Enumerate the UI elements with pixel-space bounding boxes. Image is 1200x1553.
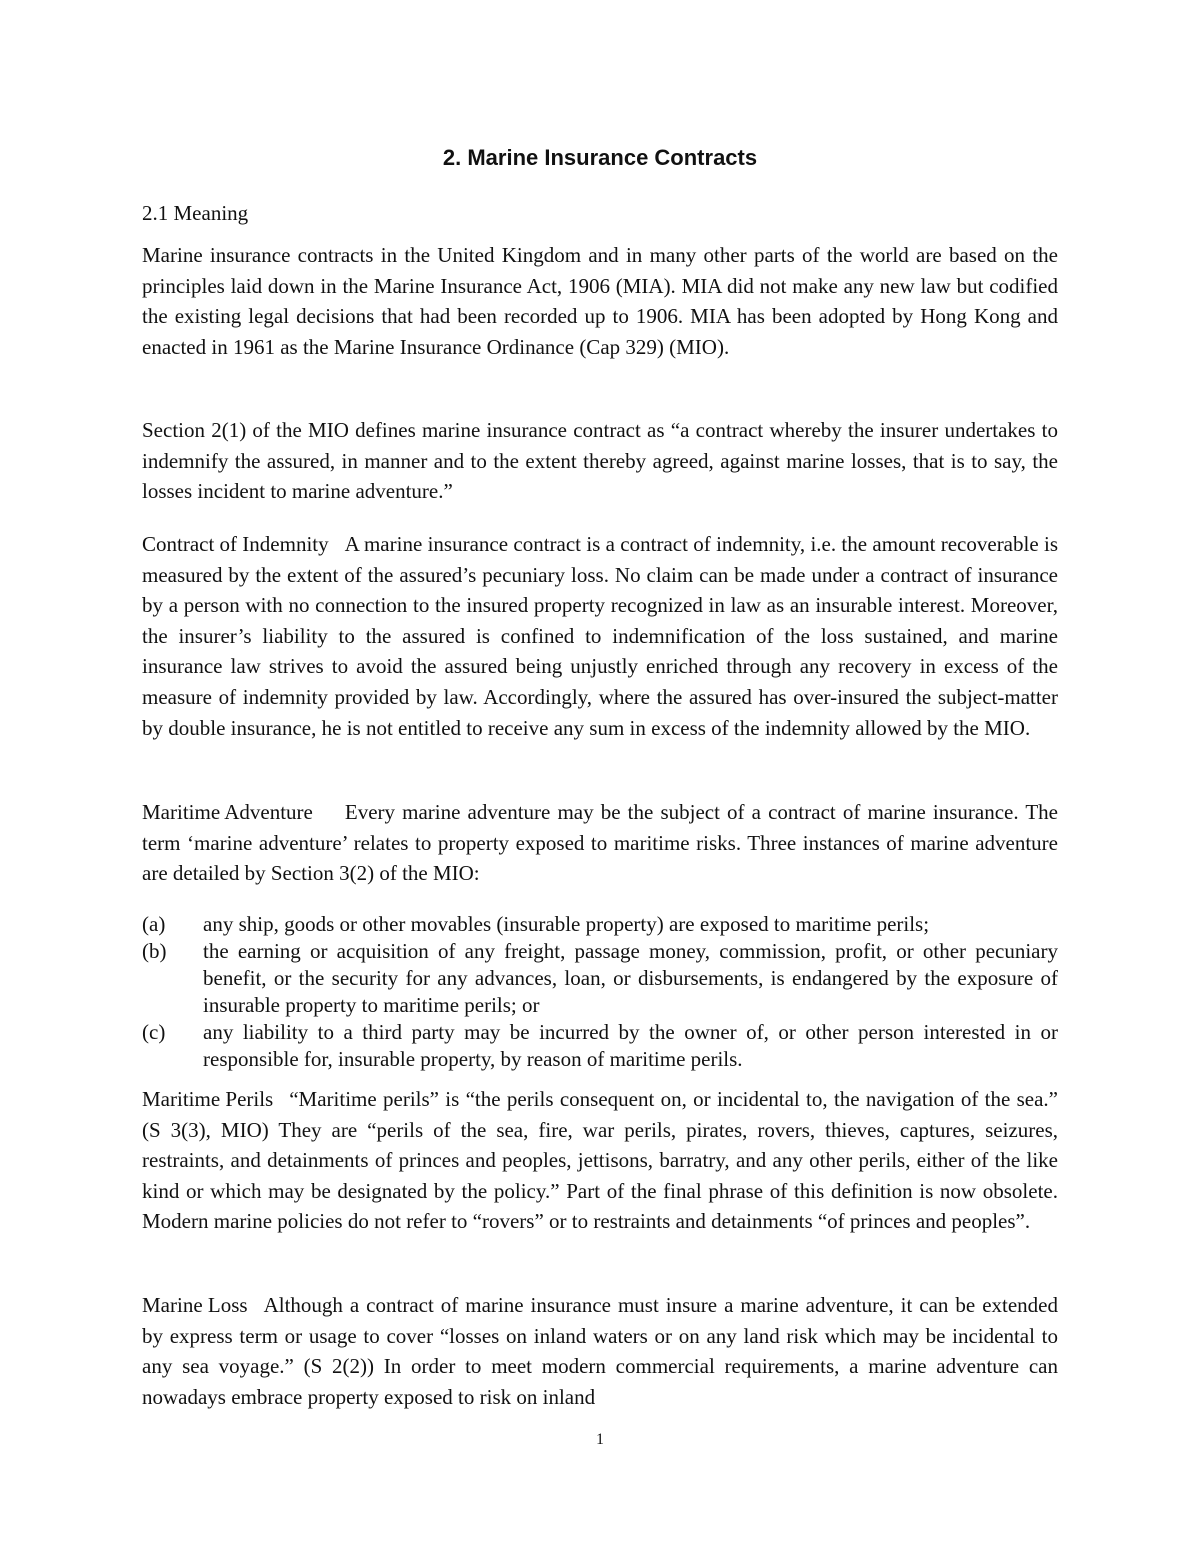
run-in-heading: Contract of Indemnity xyxy=(142,532,329,556)
list-item xyxy=(142,938,1058,1019)
marine-adventure-list xyxy=(142,911,1058,1073)
paragraph-maritime-perils xyxy=(142,1084,1058,1237)
paragraph-marine-loss xyxy=(142,1290,1058,1412)
list-marker: (a) xyxy=(142,912,166,936)
paragraph-definition: Section 2(1) of the MIO defines marine insurance contract as “a contract whereby the insurer undertakes to indemnify the assured, in manner and to the extent thereby agreed, against marine losses, that is to say, the losses incident to marine adventure.” xyxy=(142,418,1058,504)
list-marker: (b) xyxy=(142,939,167,963)
list-item-text: any ship, goods or other movables (insurable property) are exposed to maritime perils; xyxy=(203,912,930,936)
list-item-text: any liability to a third party may be incurred by the owner of, or other person interested in or responsible for, insurable property, by reason of maritime perils. xyxy=(203,1020,1058,1071)
page-title: 2. Marine Insurance Contracts xyxy=(442,145,758,170)
page-number: 1 xyxy=(596,1431,604,1448)
list-item xyxy=(142,1019,1058,1073)
list-item-text: the earning or acquisition of any freight, passage money, commission, profit, or other pecuniary benefit, or the security for any advances, loan, or disbursements, is endangered by the exposure of insurable property to maritime perils; or xyxy=(203,939,1058,1017)
list-item xyxy=(142,911,1058,938)
run-in-heading: Marine Loss xyxy=(142,1293,248,1317)
paragraph-meaning: Marine insurance contracts in the United Kingdom and in many other parts of the world are based on the principles laid down in the Marine Insurance Act, 1906 (MIA). MIA did not make any new law but codified the existing legal decisions that had been recorded up to 1906. MIA has been adopted by Hong Kong and enacted in 1961 as the Marine Insurance Ordinance (Cap 329) (MIO). xyxy=(142,243,1058,359)
run-in-heading: Maritime Adventure xyxy=(142,800,313,824)
paragraph-maritime-adventure xyxy=(142,797,1058,889)
paragraph-text: Every marine adventure may be the subject of a contract of marine insurance. The term ‘marine adventure’ relates to property exposed to maritime risks. Three instances of marine adventure are detailed by Section 3(2) of the MIO: xyxy=(142,800,1058,886)
list-marker: (c) xyxy=(142,1020,166,1044)
paragraph-text: “Maritime perils” is “the perils consequent on, or incidental to, the navigation of the sea.” (S 3(3), MIO) They are “perils of the sea, fire, war perils, pirates, rovers, thieves, captures, seizures, restraints, and detainments of princes and peoples, jettisons, barratry, and any other perils, either of the like kind or which may be designated by the policy.” Part of the final phrase of this definition is now obsolete. Modern marine policies do not refer to “rovers” or to restraints and detainments “of princes and peoples”. xyxy=(142,1087,1058,1234)
paragraph-contract-of-indemnity xyxy=(142,529,1058,743)
paragraph-text: A marine insurance contract is a contract of indemnity, i.e. the amount recoverable is measured by the extent of the assured’s pecuniary loss. No claim can be made under a contract of insurance by a person with no connection to the insured property recognized in law as an insurable interest. Moreover, the insurer’s liability to the assured is confined to indemnification of the loss sustained, and marine insurance law strives to avoid the assured being unjustly enriched through any recovery in excess of the measure of indemnity provided by law. Accordingly, where the assured has over-insured the subject-matter by double insurance, he is not entitled to receive any sum in excess of the indemnity allowed by the MIO. xyxy=(142,532,1058,740)
paragraph-text: Although a contract of marine insurance must insure a marine adventure, it can be extended by express term or usage to cover “losses on inland waters or on any land risk which may be incidental to any sea voyage.” (S 2(2)) In order to meet modern commercial requirements, a marine adventure can nowadays embrace property exposed to risk on inland xyxy=(142,1293,1058,1409)
run-in-heading: Maritime Perils xyxy=(142,1087,274,1111)
section-heading: 2.1 Meaning xyxy=(142,201,249,225)
